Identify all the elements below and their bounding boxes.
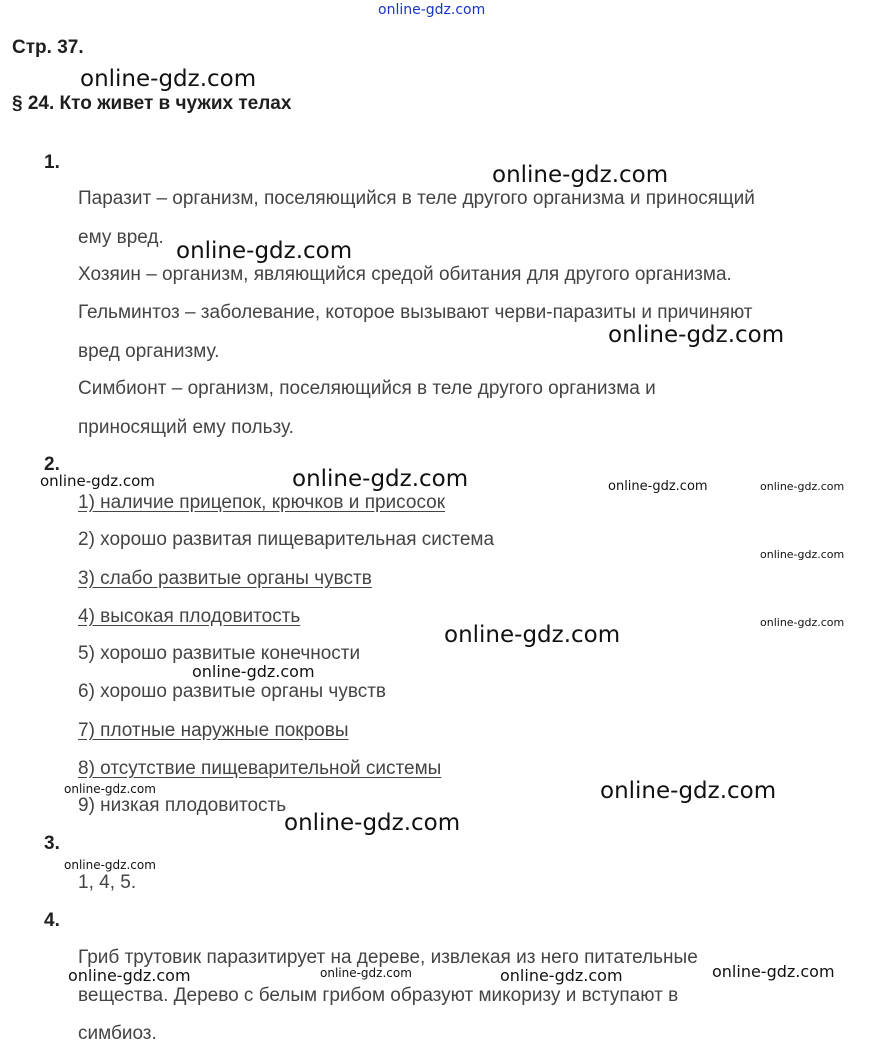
task-2-number: 2. [44, 454, 60, 475]
task-1-line: Паразит – организм, поселяющийся в теле другого организма и приносящий [78, 188, 755, 209]
watermark: online-gdz.com [760, 548, 845, 561]
answer-option-underlined: 3) слабо развитые органы чувств [78, 568, 372, 589]
task-1-line: Гельминтоз – заболевание, которое вызывают черви-паразиты и причиняют [78, 302, 753, 323]
answer-option-underlined: 1) наличие прицепок, крючков и присосок [78, 492, 446, 513]
answer-option: 5) хорошо развитые конечности [78, 643, 361, 664]
answer-option: 9) низкая плодовитость [78, 795, 287, 816]
watermark: online-gdz.com [500, 966, 623, 985]
watermark: online-gdz.com [64, 858, 156, 872]
section-title: § 24. Кто живет в чужих телах [12, 93, 292, 114]
answer-option-underlined: 8) отсутствие пищеварительной системы [78, 758, 442, 779]
watermark: online-gdz.com [760, 480, 845, 493]
task-4-line: вещества. Дерево с белым грибом образуют микоризу и вступают в [78, 985, 679, 1006]
watermark: online-gdz.com [444, 622, 621, 648]
top-watermark: online-gdz.com [378, 2, 486, 18]
watermark: online-gdz.com [80, 66, 257, 92]
task-1-line: ему вред. [78, 227, 164, 248]
watermark: online-gdz.com [192, 662, 315, 681]
watermark: online-gdz.com [600, 778, 777, 804]
answer-option: 6) хорошо развитые органы чувств [78, 681, 387, 702]
watermark: online-gdz.com [64, 782, 156, 796]
task-1-number: 1. [44, 152, 60, 173]
watermark: online-gdz.com [760, 616, 845, 629]
task-1-line: приносящий ему пользу. [78, 417, 294, 438]
task-1-line: Хозяин – организм, являющийся средой обитания для другого организма. [78, 264, 732, 285]
answer-option-underlined: 4) высокая плодовитость [78, 606, 301, 627]
task-3-answer: 1, 4, 5. [78, 872, 137, 893]
watermark: online-gdz.com [284, 810, 461, 836]
page-number: Стр. 37. [12, 37, 84, 58]
task-4-line: Гриб трутовик паразитирует на дереве, извлекая из него питательные [78, 947, 698, 968]
task-1-line: вред организму. [78, 341, 220, 362]
watermark: online-gdz.com [492, 162, 669, 188]
answer-option: 2) хорошо развитая пищеварительная система [78, 529, 495, 550]
watermark: online-gdz.com [608, 479, 708, 494]
task-3-number: 3. [44, 833, 60, 854]
task-4-line: симбиоз. [78, 1023, 157, 1044]
watermark: online-gdz.com [320, 966, 412, 980]
answer-option-underlined: 7) плотные наружные покровы [78, 720, 349, 741]
watermark: online-gdz.com [608, 322, 785, 348]
task-1-line: Симбионт – организм, поселяющийся в теле другого организма и [78, 378, 656, 399]
watermark: online-gdz.com [40, 472, 155, 490]
watermark: online-gdz.com [712, 962, 835, 981]
watermark: online-gdz.com [292, 466, 469, 492]
watermark: online-gdz.com [68, 966, 191, 985]
task-4-number: 4. [44, 910, 60, 931]
watermark: online-gdz.com [176, 238, 353, 264]
